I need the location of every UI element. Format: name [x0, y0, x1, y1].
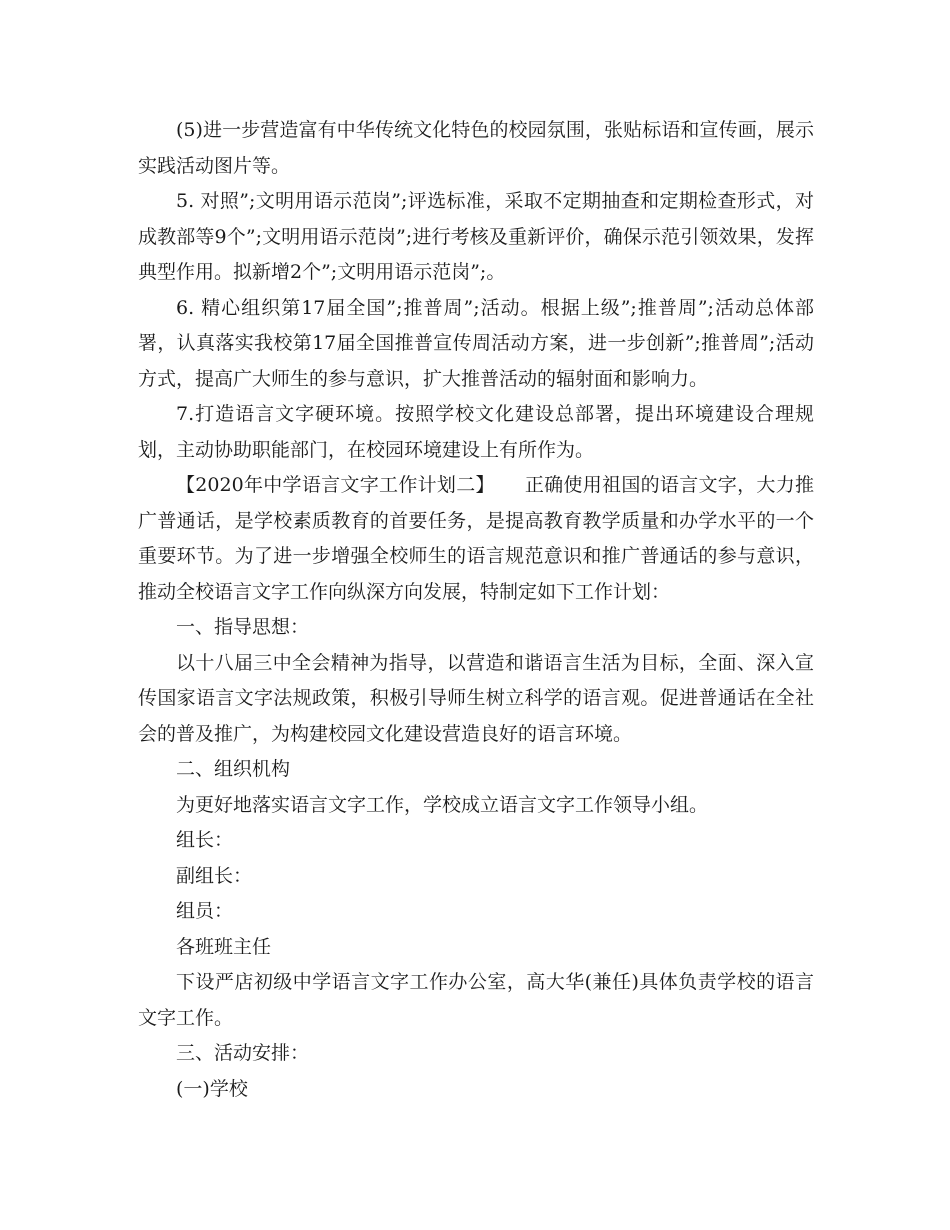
section-2-body: 为更好地落实语言文字工作，学校成立语言文字工作领导小组。 [176, 793, 709, 816]
members-value: 各班班主任 [176, 935, 272, 958]
paragraph-item-7: 7.打造语言文字硬环境。按照学校文化建设总部署，提出环境建设合理规划，主动协助职能部门，在校园环境建设上有所作为。 [138, 403, 814, 461]
members-label: 组员： [176, 900, 234, 922]
paragraph-item-5-sub: (5)进一步营造富有中华传统文化特色的校园氛围，张贴标语和宣传画，展示实践活动图片等。 [138, 119, 814, 177]
paragraph-item-5: 5. 对照”;文明用语示范岗”;评选标准，采取不定期抽查和定期检查形式，对成教部等9个”;文明用语示范岗”;进行考核及重新评价，确保示范引领效果，发挥典型作用。拟新增2个”;文明用语示范岗”;。 [138, 190, 814, 283]
paragraph-item-6: 6. 精心组织第17届全国”;推普周”;活动。根据上级”;推普周”;活动总体部署，认真落实我校第17届全国推普宣传周活动方案，进一步创新”;推普周”;活动方式，提高广大师生的参与意识，扩大推普活动的辐射面和影响力。 [138, 296, 814, 390]
plan2-heading: 【2020年中学语言文字工作计划二】 [176, 474, 495, 496]
document-body [138, 113, 814, 1107]
plan2-intro: 正确使用祖国的语言文字，大力推广普通话，是学校素质教育的首要任务，是提高教育教学质量和办学水平的一个重要环节。为了进一步增强全校师生的语言规范意识和推广普通话的参与意识，推动全校语言文字工作向纵深方向发展，特制定如下工作计划： [138, 474, 814, 603]
leader-label: 组长： [176, 829, 234, 851]
section-1-body: 以十八届三中全会精神为指导，以营造和谐语言生活为目标，全面、深入宣传国家语言文字法规政策，积极引导师生树立科学的语言观。促进普通话在全社会的普及推广，为构建校园文化建设营造良好的语言环境。 [138, 651, 814, 745]
plan2-paragraph [138, 468, 814, 610]
deputy-leader-label: 副组长： [176, 864, 253, 887]
section-1-title: 一、指导思想： [176, 616, 310, 638]
office-paragraph: 下设严店初级中学语言文字工作办公室，高大华(兼任)具体负责学校的语言文字工作。 [138, 971, 814, 1029]
section-3-title: 三、活动安排： [176, 1042, 310, 1064]
subsection-title: (一)学校 [176, 1077, 248, 1100]
section-2-title: 二、组织机构 [176, 758, 291, 780]
